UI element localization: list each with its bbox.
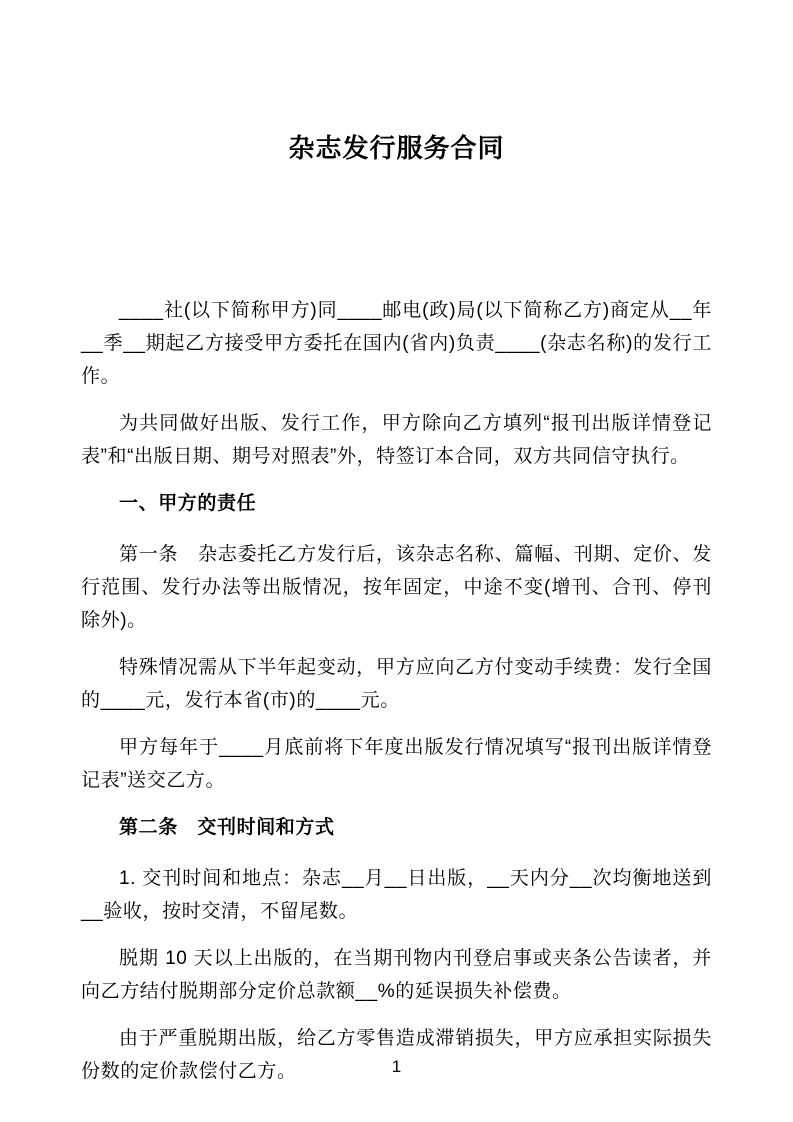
article-2-delay-compensation-paragraph: 脱期 10 天以上出版的，在当期刊物内刊登启事或夹条公告读者，并向乙方结付脱期部分定价总款额__%的延误损失补偿费。 <box>81 948 712 1002</box>
article-2-severe-delay-paragraph: 由于严重脱期出版，给乙方零售造成滞销损失，甲方应承担实际损失份数的定价款偿付乙方。 <box>81 1028 712 1082</box>
page-number: 1 <box>391 1057 402 1076</box>
article-2-item-1-delivery-paragraph: 1. 交刊时间和地点：杂志__月__日出版，__天内分__次均衡地送到__验收，按时交清，不留尾数。 <box>81 868 712 922</box>
article-1-paragraph: 第一条 杂志委托乙方发行后，该杂志名称、篇幅、刊期、定价、发行范围、发行办法等出版情况，按年固定，中途不变(增刊、合刊、停刊除外)。 <box>81 544 712 631</box>
article-2-heading-delivery-time-method: 第二条 交刊时间和方式 <box>119 817 335 838</box>
purpose-paragraph: 为共同做好出版、发行工作，甲方除向乙方填列“报刊出版详情登记表”和“出版日期、期号对照表”外，特签订本合同，双方共同信守执行。 <box>81 413 712 467</box>
contract-title: 杂志发行服务合同 <box>288 133 505 163</box>
section-1-heading-party-a-responsibilities: 一、甲方的责任 <box>119 493 257 514</box>
article-1-change-fee-paragraph: 特殊情况需从下半年起变动，甲方应向乙方付变动手续费：发行全国的____元，发行本省(市)的____元。 <box>81 657 712 711</box>
opening-paragraph: ____社(以下简称甲方)同____邮电(政)局(以下简称乙方)商定从__年__季__期起乙方接受甲方委托在国内(省内)负责____(杂志名称)的发行工作。 <box>81 300 712 387</box>
article-1-annual-report-paragraph: 甲方每年于____月底前将下年度出版发行情况填写“报刊出版详情登记表”送交乙方。 <box>81 737 712 791</box>
document-content <box>81 0 712 1102</box>
